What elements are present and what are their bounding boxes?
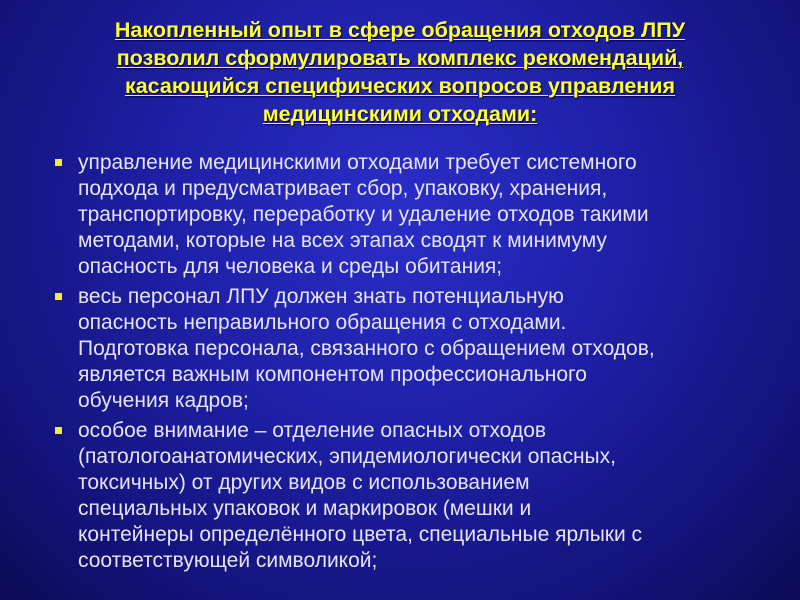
bullet-text: [78, 284, 782, 414]
bullet-square-icon: [55, 159, 62, 166]
title-line: медицинскими отходами:: [262, 102, 538, 126]
bullet-line: контейнеры определённого цвета, специальные ярлыки с: [78, 523, 643, 546]
bullet-line: управление медицинскими отходами требует системного: [78, 151, 637, 174]
bullet-line: соответствующей символикой;: [78, 549, 378, 572]
bullet-line: подхода и предусматривает сбор, упаковку, хранения,: [78, 177, 608, 200]
bullet-square-icon: [55, 427, 62, 434]
title-line: позволил сформулировать комплекс рекомендаций,: [116, 46, 684, 70]
bullet-item: [52, 284, 782, 414]
title-line: касающийся специфических вопросов управления: [124, 74, 676, 98]
bullet-item: [52, 418, 782, 574]
bullet-item: [52, 150, 782, 280]
bullet-line: является важным компонентом профессионального: [78, 363, 587, 386]
bullet-line: опасность для человека и среды обитания;: [78, 255, 503, 278]
bullet-list: [52, 150, 782, 578]
bullet-line: токсичных) от других видов с использованием: [78, 471, 530, 494]
bullet-square-icon: [55, 293, 62, 300]
bullet-line: методами, которые на всех этапах сводят к минимуму: [78, 229, 607, 252]
title-line: Накопленный опыт в сфере обращения отходов ЛПУ: [114, 18, 686, 42]
bullet-line: (патологоанатомических, эпидемиологически опасных,: [78, 445, 616, 468]
bullet-text: [78, 150, 782, 280]
bullet-line: опасность неправильного обращения с отходами.: [78, 311, 567, 334]
bullet-text: [78, 418, 782, 574]
bullet-line: обучения кадров;: [78, 389, 249, 412]
bullet-line: транспортировку, переработку и удаление отходов такими: [78, 203, 649, 226]
slide-title: [50, 16, 750, 128]
bullet-line: особое внимание – отделение опасных отходов: [78, 419, 547, 442]
bullet-line: Подготовка персонала, связанного с обращением отходов,: [78, 337, 655, 360]
bullet-line: специальных упаковок и маркировок (мешки и: [78, 497, 532, 520]
bullet-line: весь персонал ЛПУ должен знать потенциальную: [78, 285, 564, 308]
